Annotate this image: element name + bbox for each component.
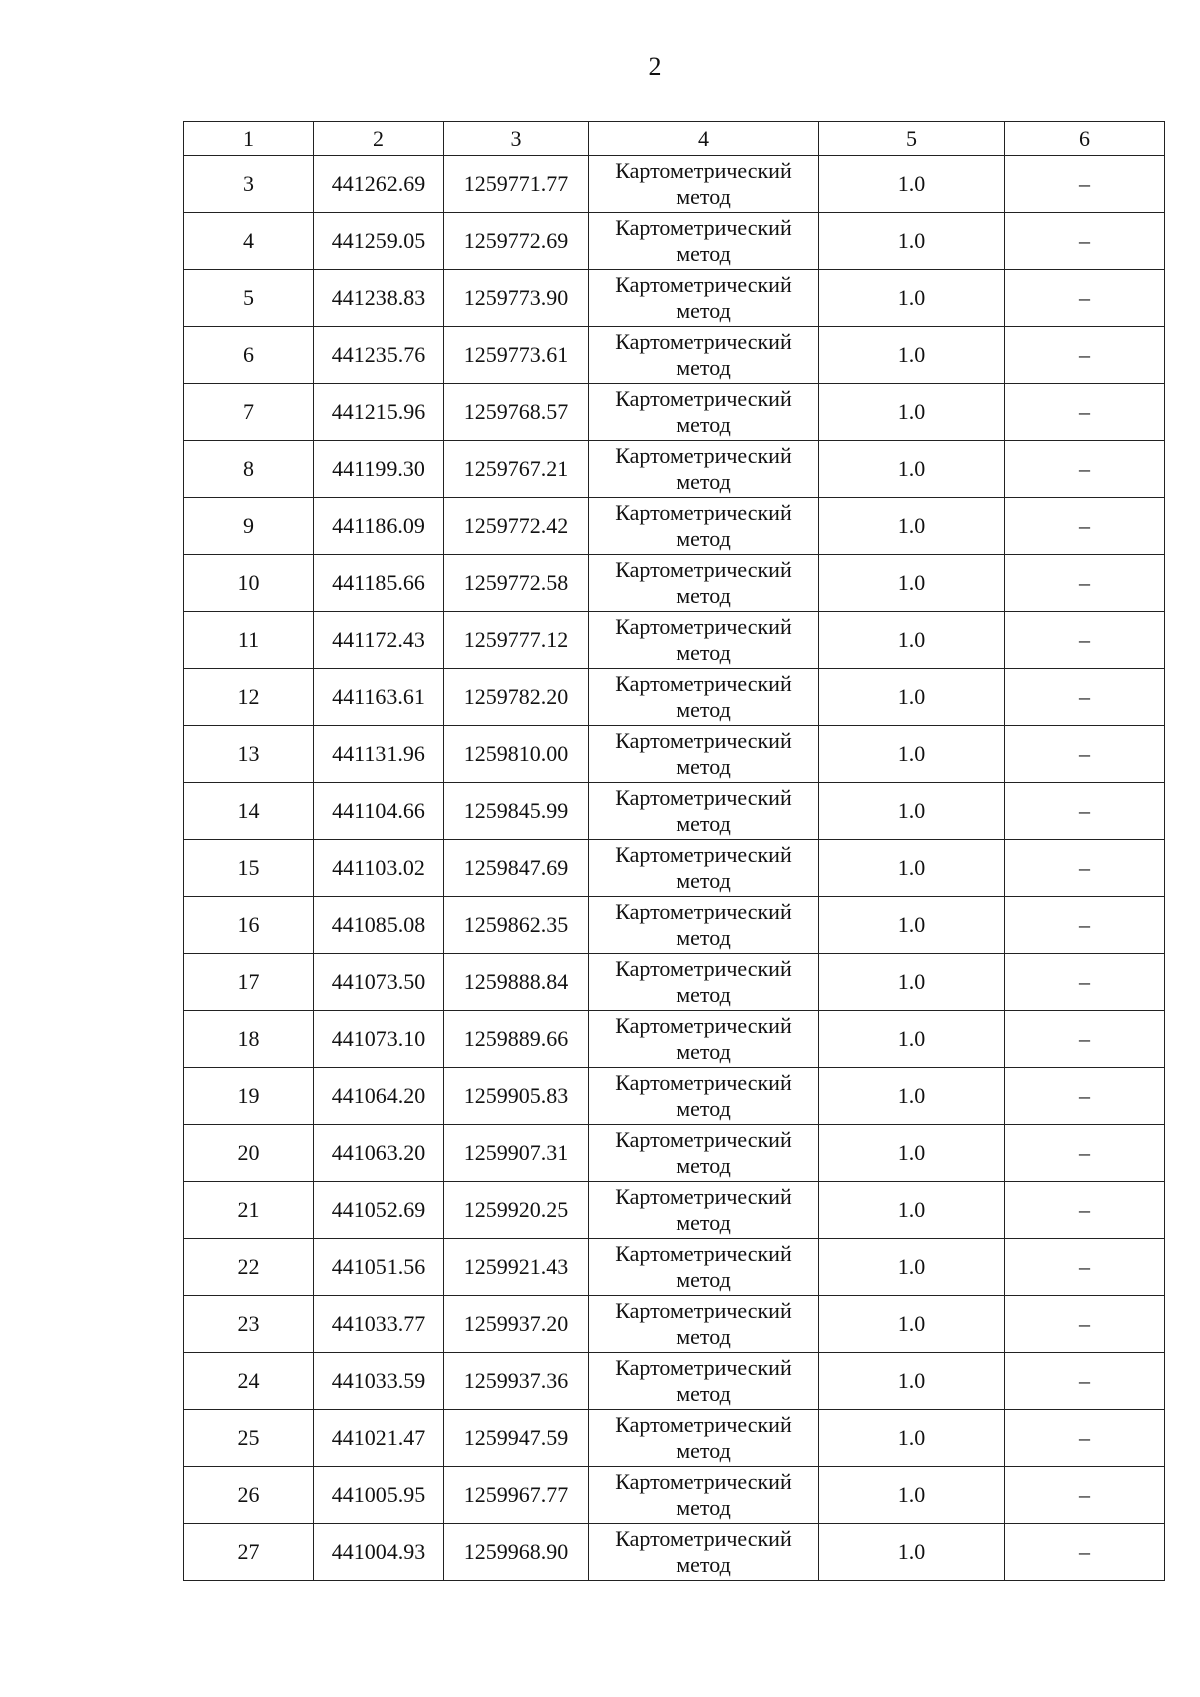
point-number-cell: 13 (184, 726, 314, 783)
method-cell (589, 156, 819, 213)
method-cell (589, 441, 819, 498)
accuracy-cell: 1.0 (819, 498, 1005, 555)
table-row (184, 270, 1165, 327)
table-row (184, 384, 1165, 441)
table-row (184, 612, 1165, 669)
note-cell: – (1005, 498, 1165, 555)
table-row (184, 1068, 1165, 1125)
point-number-cell: 12 (184, 669, 314, 726)
method-cell (589, 384, 819, 441)
method-cell (589, 783, 819, 840)
x-coordinate-cell: 441238.83 (314, 270, 444, 327)
method-line-1: Картометрический (615, 386, 792, 411)
method-line-2: метод (676, 1210, 731, 1235)
header-col-1: 1 (184, 122, 314, 156)
header-col-5: 5 (819, 122, 1005, 156)
point-number-cell: 9 (184, 498, 314, 555)
method-line-2: метод (676, 1324, 731, 1349)
table-row (184, 783, 1165, 840)
method-line-1: Картометрический (615, 500, 792, 525)
accuracy-cell: 1.0 (819, 1524, 1005, 1581)
method-line-2: метод (676, 469, 731, 494)
accuracy-cell: 1.0 (819, 669, 1005, 726)
point-number-cell: 4 (184, 213, 314, 270)
method-cell (589, 1182, 819, 1239)
method-line-2: метод (676, 1438, 731, 1463)
note-cell: – (1005, 1524, 1165, 1581)
method-line-1: Картометрический (615, 899, 792, 924)
x-coordinate-cell: 441033.77 (314, 1296, 444, 1353)
accuracy-cell: 1.0 (819, 1239, 1005, 1296)
table-row (184, 897, 1165, 954)
y-coordinate-cell: 1259772.42 (444, 498, 589, 555)
accuracy-cell: 1.0 (819, 954, 1005, 1011)
method-line-1: Картометрический (615, 614, 792, 639)
method-cell (589, 840, 819, 897)
method-line-1: Картометрический (615, 1412, 792, 1437)
note-cell: – (1005, 1125, 1165, 1182)
accuracy-cell: 1.0 (819, 327, 1005, 384)
y-coordinate-cell: 1259773.90 (444, 270, 589, 327)
y-coordinate-cell: 1259777.12 (444, 612, 589, 669)
y-coordinate-cell: 1259967.77 (444, 1467, 589, 1524)
point-number-cell: 6 (184, 327, 314, 384)
method-line-1: Картометрический (615, 272, 792, 297)
table-row (184, 1353, 1165, 1410)
note-cell: – (1005, 441, 1165, 498)
point-number-cell: 25 (184, 1410, 314, 1467)
method-line-2: метод (676, 1039, 731, 1064)
x-coordinate-cell: 441104.66 (314, 783, 444, 840)
y-coordinate-cell: 1259767.21 (444, 441, 589, 498)
accuracy-cell: 1.0 (819, 441, 1005, 498)
table-body (184, 156, 1165, 1581)
header-col-3: 3 (444, 122, 589, 156)
method-cell (589, 1296, 819, 1353)
table-row (184, 954, 1165, 1011)
x-coordinate-cell: 441073.50 (314, 954, 444, 1011)
y-coordinate-cell: 1259810.00 (444, 726, 589, 783)
y-coordinate-cell: 1259937.36 (444, 1353, 589, 1410)
y-coordinate-cell: 1259968.90 (444, 1524, 589, 1581)
method-line-1: Картометрический (615, 1355, 792, 1380)
accuracy-cell: 1.0 (819, 1353, 1005, 1410)
method-cell (589, 612, 819, 669)
note-cell: – (1005, 954, 1165, 1011)
method-line-2: метод (676, 640, 731, 665)
note-cell: – (1005, 1353, 1165, 1410)
note-cell: – (1005, 840, 1165, 897)
x-coordinate-cell: 441085.08 (314, 897, 444, 954)
method-line-1: Картометрический (615, 215, 792, 240)
y-coordinate-cell: 1259889.66 (444, 1011, 589, 1068)
method-line-1: Картометрический (615, 1070, 792, 1095)
method-line-1: Картометрический (615, 1298, 792, 1323)
method-line-1: Картометрический (615, 1526, 792, 1551)
method-cell (589, 1011, 819, 1068)
header-row (184, 122, 1165, 156)
point-number-cell: 10 (184, 555, 314, 612)
table-row (184, 1524, 1165, 1581)
method-cell (589, 1353, 819, 1410)
note-cell: – (1005, 384, 1165, 441)
point-number-cell: 5 (184, 270, 314, 327)
table-row (184, 1410, 1165, 1467)
y-coordinate-cell: 1259772.69 (444, 213, 589, 270)
accuracy-cell: 1.0 (819, 1068, 1005, 1125)
method-line-1: Картометрический (615, 557, 792, 582)
table-row (184, 840, 1165, 897)
page-number: 2 (648, 52, 662, 81)
table-header (184, 122, 1165, 156)
point-number-cell: 17 (184, 954, 314, 1011)
accuracy-cell: 1.0 (819, 1410, 1005, 1467)
x-coordinate-cell: 441033.59 (314, 1353, 444, 1410)
method-line-2: метод (676, 355, 731, 380)
method-line-1: Картометрический (615, 1241, 792, 1266)
method-cell (589, 1068, 819, 1125)
point-number-cell: 20 (184, 1125, 314, 1182)
method-line-1: Картометрический (615, 1127, 792, 1152)
table-row (184, 1125, 1165, 1182)
note-cell: – (1005, 669, 1165, 726)
accuracy-cell: 1.0 (819, 1182, 1005, 1239)
method-line-2: метод (676, 412, 731, 437)
method-cell (589, 1410, 819, 1467)
method-line-2: метод (676, 1096, 731, 1121)
method-line-2: метод (676, 697, 731, 722)
x-coordinate-cell: 441259.05 (314, 213, 444, 270)
header-col-2: 2 (314, 122, 444, 156)
method-line-1: Картометрический (615, 158, 792, 183)
method-line-2: метод (676, 868, 731, 893)
note-cell: – (1005, 555, 1165, 612)
point-number-cell: 24 (184, 1353, 314, 1410)
method-cell (589, 897, 819, 954)
method-line-2: метод (676, 1552, 731, 1577)
x-coordinate-cell: 441064.20 (314, 1068, 444, 1125)
point-number-cell: 14 (184, 783, 314, 840)
point-number-cell: 11 (184, 612, 314, 669)
x-coordinate-cell: 441185.66 (314, 555, 444, 612)
x-coordinate-cell: 441199.30 (314, 441, 444, 498)
method-cell (589, 1125, 819, 1182)
method-line-2: метод (676, 241, 731, 266)
header-col-6: 6 (1005, 122, 1165, 156)
table-row (184, 1467, 1165, 1524)
y-coordinate-cell: 1259772.58 (444, 555, 589, 612)
point-number-cell: 26 (184, 1467, 314, 1524)
note-cell: – (1005, 1410, 1165, 1467)
table-row (184, 669, 1165, 726)
method-cell (589, 213, 819, 270)
note-cell: – (1005, 213, 1165, 270)
table-row (184, 1296, 1165, 1353)
accuracy-cell: 1.0 (819, 156, 1005, 213)
y-coordinate-cell: 1259947.59 (444, 1410, 589, 1467)
table-row (184, 1239, 1165, 1296)
accuracy-cell: 1.0 (819, 897, 1005, 954)
x-coordinate-cell: 441172.43 (314, 612, 444, 669)
note-cell: – (1005, 1467, 1165, 1524)
note-cell: – (1005, 156, 1165, 213)
note-cell: – (1005, 897, 1165, 954)
table-row (184, 726, 1165, 783)
method-cell (589, 726, 819, 783)
method-line-2: метод (676, 811, 731, 836)
method-line-2: метод (676, 982, 731, 1007)
accuracy-cell: 1.0 (819, 1296, 1005, 1353)
note-cell: – (1005, 327, 1165, 384)
x-coordinate-cell: 441215.96 (314, 384, 444, 441)
table-row (184, 555, 1165, 612)
y-coordinate-cell: 1259847.69 (444, 840, 589, 897)
method-cell (589, 669, 819, 726)
accuracy-cell: 1.0 (819, 783, 1005, 840)
accuracy-cell: 1.0 (819, 840, 1005, 897)
method-cell (589, 1239, 819, 1296)
accuracy-cell: 1.0 (819, 1011, 1005, 1068)
point-number-cell: 22 (184, 1239, 314, 1296)
y-coordinate-cell: 1259905.83 (444, 1068, 589, 1125)
note-cell: – (1005, 783, 1165, 840)
x-coordinate-cell: 441131.96 (314, 726, 444, 783)
point-number-cell: 18 (184, 1011, 314, 1068)
table-row (184, 156, 1165, 213)
y-coordinate-cell: 1259937.20 (444, 1296, 589, 1353)
table-row (184, 1011, 1165, 1068)
y-coordinate-cell: 1259768.57 (444, 384, 589, 441)
note-cell: – (1005, 1068, 1165, 1125)
x-coordinate-cell: 441073.10 (314, 1011, 444, 1068)
accuracy-cell: 1.0 (819, 726, 1005, 783)
y-coordinate-cell: 1259907.31 (444, 1125, 589, 1182)
method-line-1: Картометрический (615, 785, 792, 810)
point-number-cell: 19 (184, 1068, 314, 1125)
accuracy-cell: 1.0 (819, 1467, 1005, 1524)
accuracy-cell: 1.0 (819, 270, 1005, 327)
accuracy-cell: 1.0 (819, 612, 1005, 669)
accuracy-cell: 1.0 (819, 555, 1005, 612)
method-line-2: метод (676, 1267, 731, 1292)
method-line-2: метод (676, 1495, 731, 1520)
method-line-1: Картометрический (615, 329, 792, 354)
method-line-1: Картометрический (615, 443, 792, 468)
method-line-1: Картометрический (615, 728, 792, 753)
y-coordinate-cell: 1259845.99 (444, 783, 589, 840)
x-coordinate-cell: 441005.95 (314, 1467, 444, 1524)
point-number-cell: 8 (184, 441, 314, 498)
method-line-2: метод (676, 925, 731, 950)
coordinates-table (183, 121, 1165, 1581)
note-cell: – (1005, 726, 1165, 783)
table-row (184, 498, 1165, 555)
method-line-2: метод (676, 526, 731, 551)
x-coordinate-cell: 441051.56 (314, 1239, 444, 1296)
method-line-1: Картометрический (615, 671, 792, 696)
point-number-cell: 3 (184, 156, 314, 213)
note-cell: – (1005, 270, 1165, 327)
x-coordinate-cell: 441103.02 (314, 840, 444, 897)
x-coordinate-cell: 441004.93 (314, 1524, 444, 1581)
accuracy-cell: 1.0 (819, 1125, 1005, 1182)
y-coordinate-cell: 1259773.61 (444, 327, 589, 384)
point-number-cell: 21 (184, 1182, 314, 1239)
x-coordinate-cell: 441021.47 (314, 1410, 444, 1467)
table-row (184, 327, 1165, 384)
note-cell: – (1005, 612, 1165, 669)
y-coordinate-cell: 1259862.35 (444, 897, 589, 954)
x-coordinate-cell: 441186.09 (314, 498, 444, 555)
method-line-2: метод (676, 583, 731, 608)
note-cell: – (1005, 1296, 1165, 1353)
point-number-cell: 7 (184, 384, 314, 441)
note-cell: – (1005, 1239, 1165, 1296)
x-coordinate-cell: 441052.69 (314, 1182, 444, 1239)
x-coordinate-cell: 441262.69 (314, 156, 444, 213)
point-number-cell: 27 (184, 1524, 314, 1581)
table-row (184, 213, 1165, 270)
method-line-1: Картометрический (615, 842, 792, 867)
method-line-2: метод (676, 1153, 731, 1178)
y-coordinate-cell: 1259771.77 (444, 156, 589, 213)
x-coordinate-cell: 441063.20 (314, 1125, 444, 1182)
method-cell (589, 1467, 819, 1524)
method-line-2: метод (676, 184, 731, 209)
method-line-1: Картометрический (615, 1184, 792, 1209)
note-cell: – (1005, 1011, 1165, 1068)
table-row (184, 441, 1165, 498)
y-coordinate-cell: 1259888.84 (444, 954, 589, 1011)
method-cell (589, 954, 819, 1011)
note-cell: – (1005, 1182, 1165, 1239)
x-coordinate-cell: 441163.61 (314, 669, 444, 726)
accuracy-cell: 1.0 (819, 384, 1005, 441)
point-number-cell: 16 (184, 897, 314, 954)
header-col-4: 4 (589, 122, 819, 156)
table-row (184, 1182, 1165, 1239)
method-cell (589, 498, 819, 555)
accuracy-cell: 1.0 (819, 213, 1005, 270)
method-line-2: метод (676, 754, 731, 779)
method-line-1: Картометрический (615, 1013, 792, 1038)
method-cell (589, 270, 819, 327)
method-cell (589, 327, 819, 384)
point-number-cell: 23 (184, 1296, 314, 1353)
point-number-cell: 15 (184, 840, 314, 897)
x-coordinate-cell: 441235.76 (314, 327, 444, 384)
y-coordinate-cell: 1259782.20 (444, 669, 589, 726)
method-cell (589, 1524, 819, 1581)
y-coordinate-cell: 1259921.43 (444, 1239, 589, 1296)
method-line-1: Картометрический (615, 1469, 792, 1494)
y-coordinate-cell: 1259920.25 (444, 1182, 589, 1239)
method-line-2: метод (676, 298, 731, 323)
method-line-1: Картометрический (615, 956, 792, 981)
method-cell (589, 555, 819, 612)
method-line-2: метод (676, 1381, 731, 1406)
